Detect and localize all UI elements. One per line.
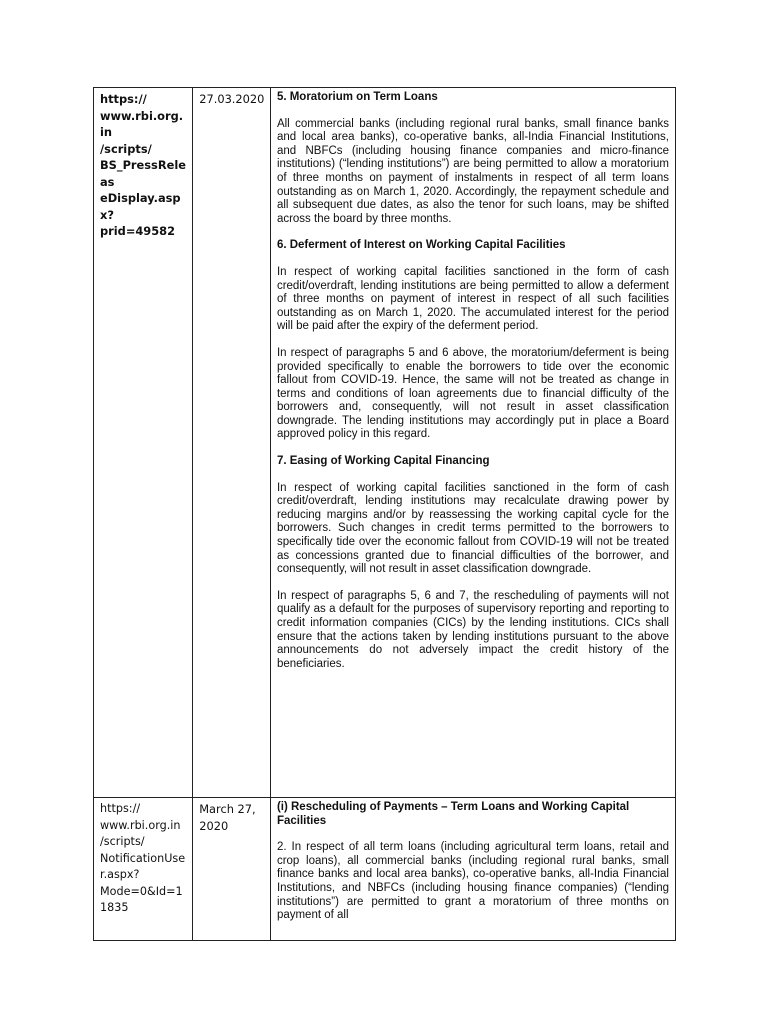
section-paragraph: 2. In respect of all term loans (including agricultural term loans, retail and crop loans), all commercial banks (including regional rural banks, small finance banks and local area banks), co-operative banks, all-India Financial Institutions, and NBFCs (including housing finance companies) (“lending institutions”) are permitted to grant a moratorium of three months on payment of all <box>276 841 669 922</box>
source-link-line[interactable]: /scripts/ <box>100 835 145 848</box>
date-cell <box>193 88 271 798</box>
source-link-cell[interactable] <box>94 798 193 941</box>
document-table <box>93 87 676 941</box>
section-paragraph: In respect of paragraphs 5, 6 and 7, the rescheduling of payments will not qualify as a default for the purposes of supervisory reporting and reporting to credit information companies (CICs) by the lending institutions. CICs shall ensure that the actions taken by lending institutions pursuant to the above announcements do not adversely impact the credit history of the beneficiaries. <box>276 589 669 670</box>
table-row <box>94 798 676 941</box>
section-paragraph: In respect of working capital facilities sanctioned in the form of cash credit/overdraft, lending institutions are being permitted to allow a deferment of three months on payment of interest in respect of all such facilities outstanding as on March 1, 2020. The accumulated interest for the period will be paid after the expiry of the deferment period. <box>276 265 669 333</box>
date-text: 2020 <box>199 819 229 833</box>
date-cell <box>193 798 271 941</box>
section-paragraph: In respect of paragraphs 5 and 6 above, the moratorium/deferment is being provided specifically to enable the borrowers to tide over the economic fallout from COVID-19. Hence, the same will not be treated as change in terms and conditions of loan agreements due to financial difficulty of the borrowers and, consequently, will not result in asset classification downgrade. The lending institutions may accordingly put in place a Board approved policy in this regard. <box>276 346 669 441</box>
source-link-cell[interactable] <box>94 88 193 798</box>
section-heading: 6. Deferment of Interest on Working Capital Facilities <box>276 239 566 252</box>
source-link-line[interactable]: eDisplay.aspx? <box>100 191 181 222</box>
source-link-line[interactable]: NotificationUse <box>100 851 186 865</box>
section-heading: (i) Rescheduling of Payments – Term Loans and Working Capital Facilities <box>276 801 630 827</box>
date-text: March 27, <box>199 802 256 816</box>
source-link-line[interactable]: https:// <box>100 92 147 106</box>
content-cell <box>270 798 675 941</box>
content-cell <box>270 88 675 798</box>
source-link-line[interactable]: Mode=0&Id=1 <box>100 884 183 898</box>
source-link-line[interactable]: www.rbi.org.in <box>100 108 184 139</box>
source-link-line[interactable]: BS_PressReleas <box>100 158 186 189</box>
source-link-line[interactable]: r.aspx? <box>100 868 140 881</box>
section-heading: 5. Moratorium on Term Loans <box>276 91 438 103</box>
source-link-line[interactable]: 1835 <box>100 901 129 914</box>
source-link-line[interactable]: https:// <box>100 802 141 815</box>
source-link-line[interactable]: www.rbi.org.in <box>100 818 181 832</box>
source-link-line[interactable]: /scripts/ <box>100 141 152 156</box>
section-paragraph: All commercial banks (including regional rural banks, small finance banks and local area banks), co-operative banks, all-India Financial Institutions, and NBFCs (including housing finance companies and micro-finance institutions) (“lending institutions”) are being permitted to allow a moratorium of three months on payment of instalments in respect of all term loans outstanding as on March 1, 2020. Accordingly, the repayment schedule and all subsequent due dates, as also the tenor for such loans, may be shifted across the board by three months. <box>276 117 669 225</box>
section-heading: 7. Easing of Working Capital Financing <box>276 455 490 468</box>
source-link-line[interactable]: prid=49582 <box>100 224 176 238</box>
section-paragraph: In respect of working capital facilities sanctioned in the form of cash credit/overdraft, lending institutions may recalculate drawing power by reducing margins and/or by reassessing the working capital cycle for the borrowers. Such changes in credit terms permitted to the borrowers to specifically tide over the economic fallout from COVID-19 will not be treated as concessions granted due to financial difficulties of the borrower, and consequently, will not result in asset classification downgrade. <box>276 481 669 576</box>
table-row <box>94 88 676 798</box>
date-text: 27.03.2020 <box>199 92 265 106</box>
